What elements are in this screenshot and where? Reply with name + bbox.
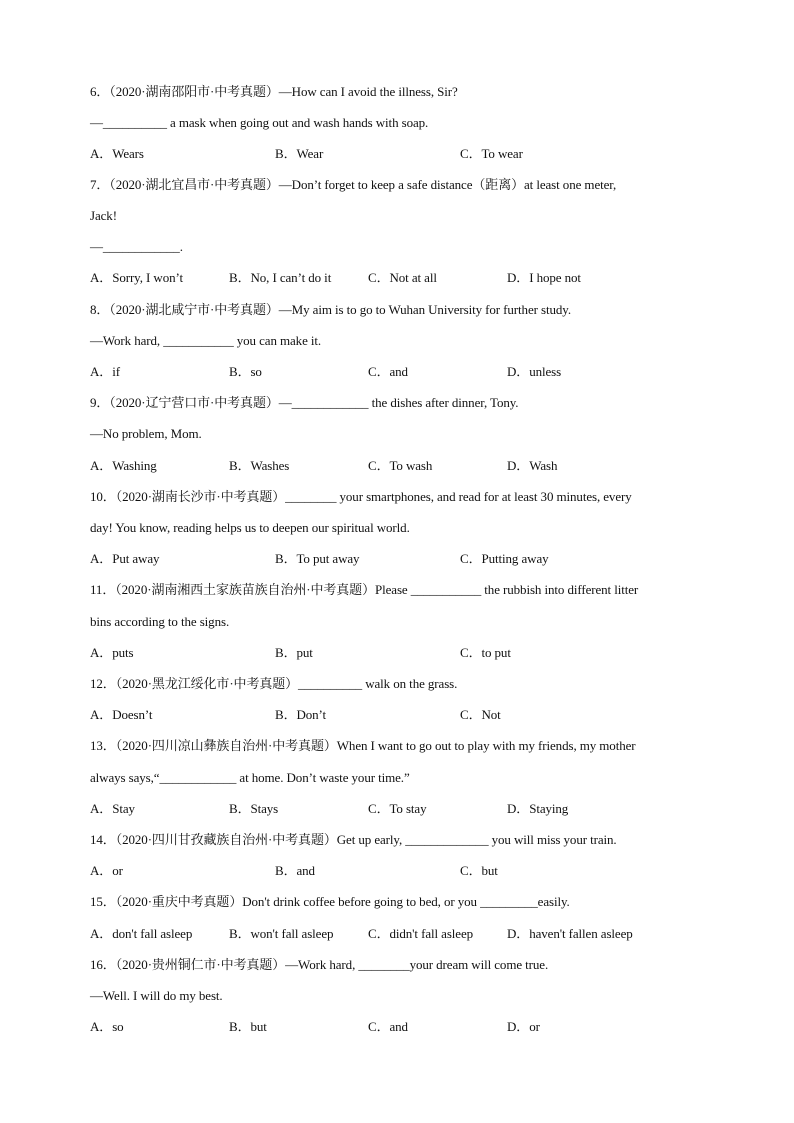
question-text-continued: —Work hard, ___________ you can make it. [90,333,322,348]
question-text: 11．（2020·湖南湘西土家族苗族自治州·中考真题）Please ___________ the rubbish into different litter [90,582,639,597]
answer-option-a: A．Washing [90,458,157,473]
question-text: 12．（2020·黑龙江绥化市·中考真题）__________ walk on the grass. [90,676,458,691]
answer-option-a: A．or [90,863,123,878]
answer-option-c: C．and [368,364,408,379]
answer-option-c: C．Not at all [368,270,437,285]
answer-option-c: C．To stay [368,801,427,816]
question-text-continued: —__________ a mask when going out and wash hands with soap. [90,115,429,130]
question-text: 16．（2020·贵州铜仁市·中考真题）—Work hard, ________your dream will come true. [90,957,549,972]
question-text: 9．（2020·辽宁营口市·中考真题）—____________ the dishes after dinner, Tony. [90,395,519,410]
answer-option-c: C．Putting away [460,551,549,566]
answer-option-b: B．To put away [275,551,360,566]
answer-option-c: C．To wear [460,146,523,161]
answer-option-b: B．put [275,645,313,660]
answer-option-a: A．Put away [90,551,160,566]
answer-option-d: D．or [507,1019,540,1034]
answer-option-b: B．but [229,1019,267,1034]
question-text-continued: day! You know, reading helps us to deepen our spiritual world. [90,520,410,535]
answer-option-b: B．and [275,863,315,878]
question-text: 8．（2020·湖北咸宁市·中考真题）—My aim is to go to Wuhan University for further study. [90,302,571,317]
answer-option-b: B．Washes [229,458,290,473]
question-text: 10．（2020·湖南长沙市·中考真题）________ your smartphones, and read for at least 30 minutes, every [90,489,632,504]
answer-option-a: A．Sorry, I won’t [90,270,184,285]
answer-option-b: B．Wear [275,146,324,161]
question-text: 15．（2020·重庆中考真题）Don't drink coffee before going to bed, or you _________easily. [90,894,570,909]
answer-option-c: C．didn't fall asleep [368,926,474,941]
answer-option-a: A．don't fall asleep [90,926,193,941]
answer-option-b: B．Don’t [275,707,327,722]
answer-option-b: B．Stays [229,801,279,816]
question-text-continued: bins according to the signs. [90,614,230,629]
question-text-continued: Jack! [90,208,117,223]
question-text-continued: —Well. I will do my best. [90,988,223,1003]
answer-option-a: A．Doesn’t [90,707,153,722]
answer-option-b: B．won't fall asleep [229,926,334,941]
question-text: 6．（2020·湖南邵阳市·中考真题）—How can I avoid the illness, Sir? [90,84,458,99]
answer-option-a: A．if [90,364,120,379]
answer-option-d: D．haven't fallen asleep [507,926,633,941]
question-text: 14．（2020·四川甘孜藏族自治州·中考真题）Get up early, _____________ you will miss your train. [90,832,617,847]
answer-option-b: B．so [229,364,262,379]
answer-option-d: D．Wash [507,458,558,473]
answer-option-c: C．Not [460,707,501,722]
answer-option-a: A．puts [90,645,134,660]
answer-option-c: C．and [368,1019,408,1034]
answer-option-a: A．Wears [90,146,144,161]
question-text: 7．（2020·湖北宜昌市·中考真题）—Don’t forget to keep a safe distance（距离）at least one meter, [90,177,617,192]
answer-option-d: D．unless [507,364,562,379]
answer-option-c: C．but [460,863,498,878]
question-text-continued: always says,“____________ at home. Don’t waste your time.” [90,770,410,785]
question-text-continued: —No problem, Mom. [90,426,202,441]
answer-option-b: B．No, I can’t do it [229,270,332,285]
answer-option-d: D．Staying [507,801,569,816]
answer-option-c: C．to put [460,645,511,660]
question-text: 13．（2020·四川凉山彝族自治州·中考真题）When I want to go out to play with my friends, my mother [90,738,636,753]
answer-option-a: A．Stay [90,801,135,816]
answer-option-a: A．so [90,1019,124,1034]
answer-option-d: D．I hope not [507,270,581,285]
answer-option-c: C．To wash [368,458,433,473]
question-text-continued: —____________. [90,239,183,254]
